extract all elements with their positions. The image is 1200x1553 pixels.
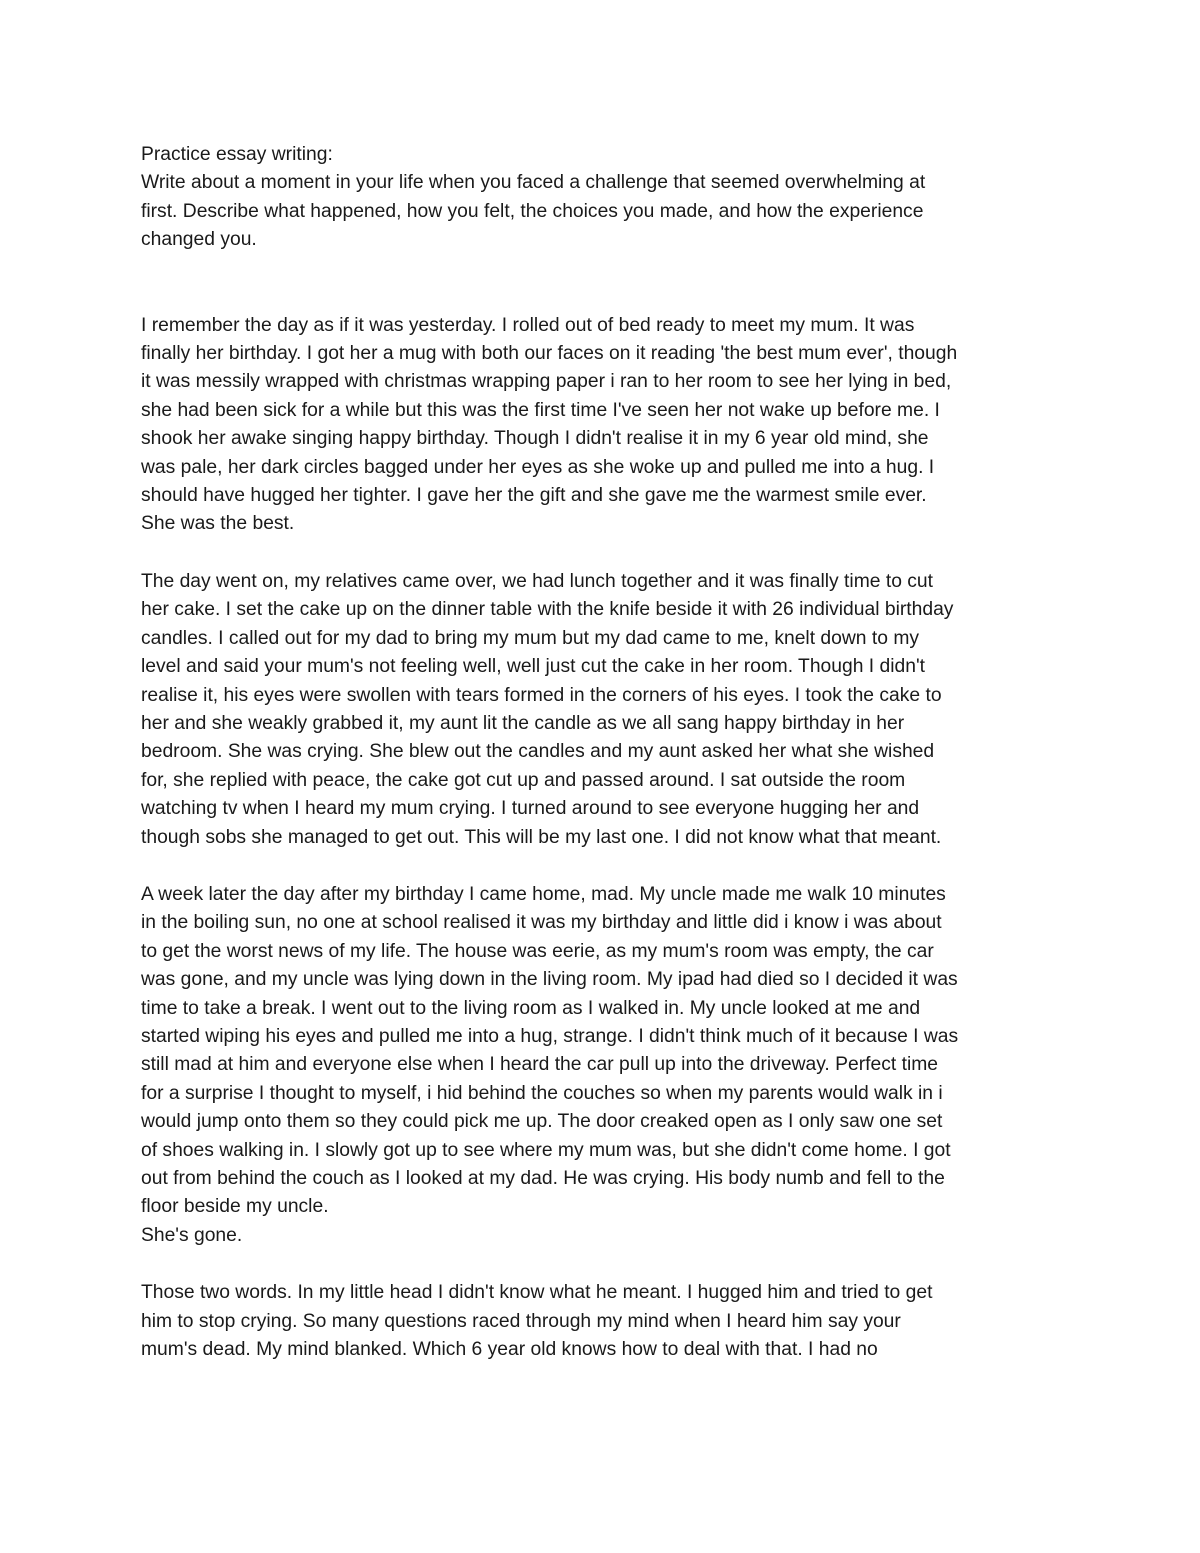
essay-paragraph-2: [141, 568, 1071, 852]
text-line: still mad at him and everyone else when I heard the car pull up into the driveway. Perfect time: [141, 1054, 939, 1076]
text-line: I remember the day as if it was yesterday. I rolled out of bed ready to meet my mum. It was: [141, 314, 915, 336]
text-line: her and she weakly grabbed it, my aunt lit the candle as we all sang happy birthday in her: [141, 712, 905, 734]
spacer: [141, 255, 1071, 312]
text-line: out from behind the couch as I looked at my dad. He was crying. His body numb and fell to the: [141, 1168, 945, 1189]
prompt-line: Write about a moment in your life when you faced a challenge that seemed overwhelming at: [141, 172, 926, 194]
text-line: bedroom. She was crying. She blew out the candles and my aunt asked her what she wished: [141, 741, 935, 763]
prompt-line: changed you.: [141, 229, 257, 251]
essay-paragraph-4: [141, 1279, 1071, 1364]
text-line: her cake. I set the cake up on the dinner table with the knife beside it with 26 individual birthday: [141, 599, 954, 621]
text-line: level and said your mum's not feeling well, well just cut the cake in her room. Though I didn't: [141, 656, 926, 678]
text-line: would jump onto them so they could pick me up. The door creaked open as I only saw one set: [141, 1111, 943, 1133]
text-line: was gone, and my uncle was lying down in the living room. My ipad had died so I decided it was: [141, 969, 958, 991]
essay-prompt: [141, 141, 1071, 255]
text-line: watching tv when I heard my mum crying. I turned around to see everyone hugging her and: [141, 798, 920, 820]
text-line: though sobs she managed to get out. This will be my last one. I did not know what that meant.: [141, 826, 942, 848]
text-line: shook her awake singing happy birthday. Though I didn't realise it in my 6 year old mind, she: [141, 428, 929, 450]
essay-paragraph-1: [141, 312, 1071, 539]
text-line: time to take a break. I went out to the living room as I walked in. My uncle looked at me and: [141, 997, 921, 1019]
text-line: She's gone.: [141, 1224, 243, 1246]
text-line: The day went on, my relatives came over, we had lunch together and it was finally time to cut: [141, 570, 933, 592]
text-line: A week later the day after my birthday I came home, mad. My uncle made me walk 10 minutes: [141, 883, 946, 905]
prompt-title: Practice essay writing:: [141, 144, 333, 165]
text-line: him to stop crying. So many questions raced through my mind when I heard him say your: [141, 1310, 901, 1332]
spacer: [141, 1250, 1071, 1279]
text-line: started wiping his eyes and pulled me into a hug, strange. I didn't think much of it because I was: [141, 1025, 959, 1047]
prompt-line: first. Describe what happened, how you felt, the choices you made, and how the experience: [141, 200, 924, 222]
text-line: to get the worst news of my life. The house was eerie, as my mum's room was empty, the car: [141, 940, 934, 962]
spacer: [141, 539, 1071, 568]
text-line: realise it, his eyes were swollen with tears formed in the corners of his eyes. I took the cake to: [141, 684, 942, 706]
text-line: was pale, her dark circles bagged under her eyes as she woke up and pulled me into a hug. I: [141, 456, 935, 478]
text-line: candles. I called out for my dad to bring my mum but my dad came to me, knelt down to my: [141, 627, 920, 649]
text-line: finally her birthday. I got her a mug with both our faces on it reading 'the best mum ever', though: [141, 343, 958, 365]
text-line: for a surprise I thought to myself, i hid behind the couches so when my parents would walk in i: [141, 1082, 943, 1104]
text-line: should have hugged her tighter. I gave her the gift and she gave me the warmest smile ever.: [141, 485, 927, 507]
text-line: Those two words. In my little head I didn't know what he meant. I hugged him and tried to get: [141, 1282, 933, 1304]
spacer: [141, 852, 1071, 881]
text-line: She was the best.: [141, 513, 295, 535]
text-line: mum's dead. My mind blanked. Which 6 year old knows how to deal with that. I had no: [141, 1339, 878, 1361]
text-line: of shoes walking in. I slowly got up to see where my mum was, but she didn't come home. I got: [141, 1139, 951, 1161]
text-line: in the boiling sun, no one at school realised it was my birthday and little did i know i was about: [141, 912, 942, 934]
document-body: [141, 141, 1071, 1364]
text-line: she had been sick for a while but this was the first time I've seen her not wake up before me. I: [141, 399, 940, 421]
essay-paragraph-3: [141, 881, 1071, 1250]
text-line: floor beside my uncle.: [141, 1196, 329, 1218]
text-line: it was messily wrapped with christmas wrapping paper i ran to her room to see her lying in bed,: [141, 371, 952, 393]
text-line: for, she replied with peace, the cake got cut up and passed around. I sat outside the room: [141, 769, 906, 791]
